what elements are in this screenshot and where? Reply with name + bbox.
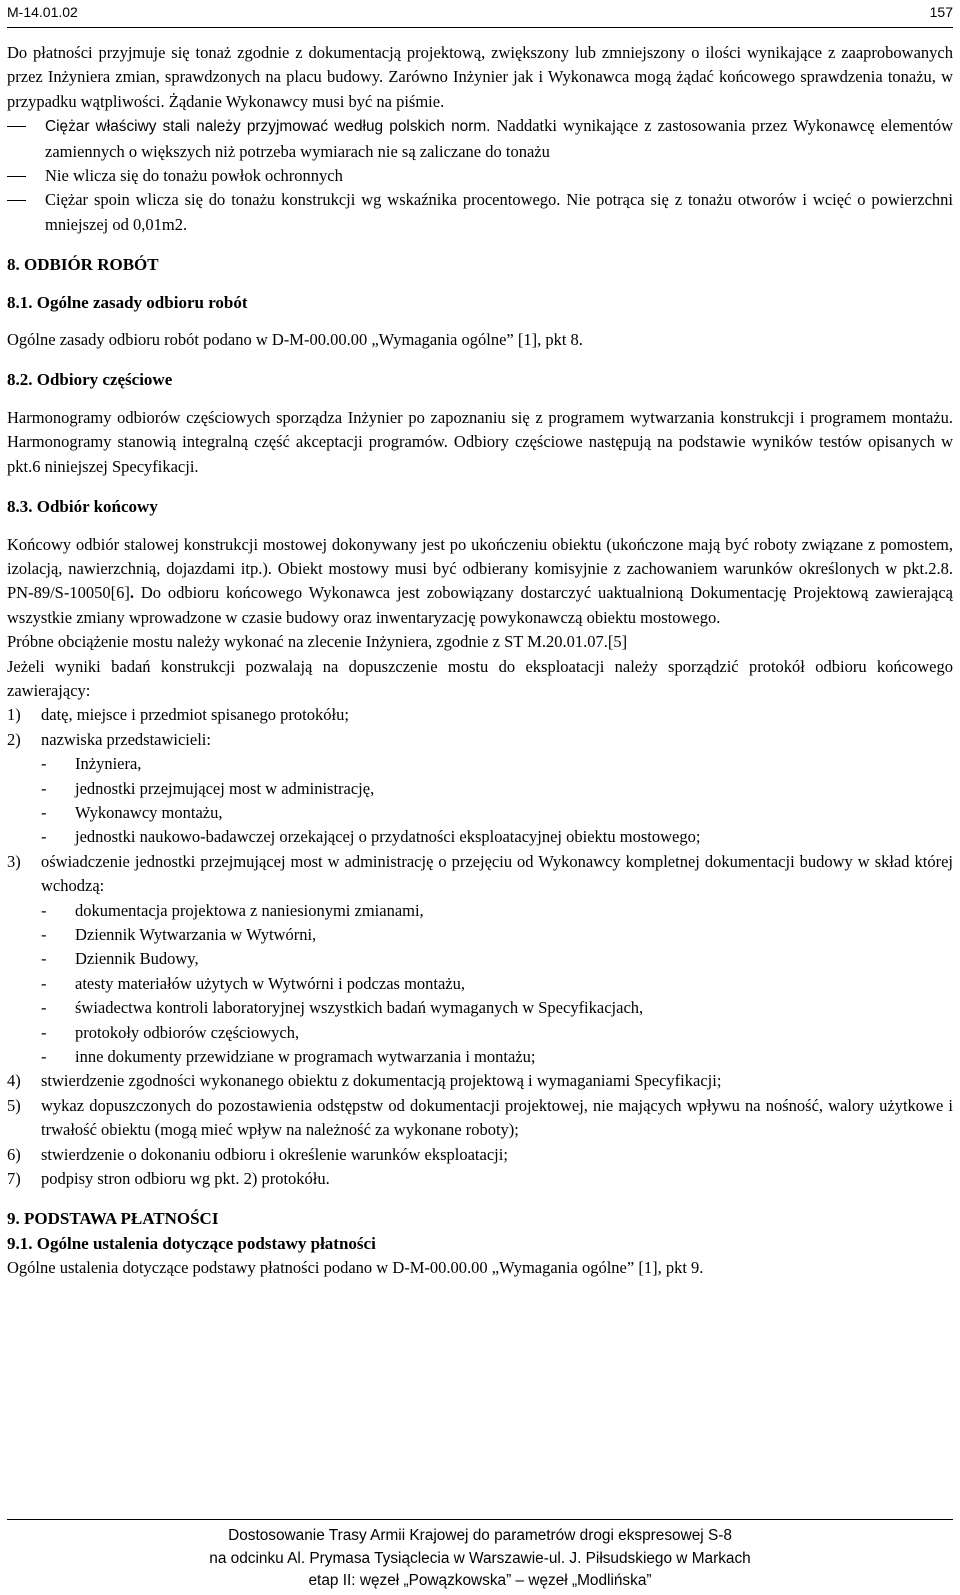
sub-list-item: - inne dokumenty przewidziane w programach wytwarzania i montażu;: [41, 1047, 536, 1067]
list-text: stwierdzenie o dokonaniu odbioru i określenie warunków eksploatacji;: [41, 1144, 508, 1164]
footer-rule: [7, 1519, 953, 1520]
footer-line-2: na odcinku Al. Prymasa Tysiąclecia w Warszawie-ul. J. Piłsudskiego w Markach: [209, 1549, 751, 1567]
list-number: 4): [7, 1071, 21, 1091]
section-8-3-text-c: Do odbioru końcowego Wykonawca jest zobowiązany dostarczyć uaktualnioną Dokumentację Projektową zawierającą wszystkie zmiany wprowadzone w czasie budowy oraz inwentaryzację powykonawczą obiektu mostowego.: [7, 583, 953, 627]
section-8-1-text: Ogólne zasady odbioru robót podano w D-M-00.00.00 „Wymagania ogólne” [1], pkt 8.: [7, 330, 583, 350]
section-9-1-title: 9.1. Ogólne ustalenia dotyczące podstawy płatności: [7, 1233, 376, 1253]
documentation-list: [41, 899, 953, 1070]
header-rule: [7, 27, 953, 28]
section-8-1-title: 8.1. Ogólne zasady odbioru robót: [7, 292, 248, 312]
page-number: 157: [929, 4, 953, 20]
sub-list-item: - świadectwa kontroli laboratoryjnej wszystkich badań wymaganych w Specyfikacjach,: [41, 998, 644, 1018]
section-8-3-text3: Jeżeli wyniki badań konstrukcji pozwalają na dopuszczenie mostu do eksploatacji należy sporządzić protokół odbioru końcowego zawierający:: [7, 656, 953, 700]
dash-text: Ciężar spoin wlicza się do tonażu konstrukcji wg wskaźnika procentowego.: [45, 190, 561, 210]
list-number: 2): [7, 729, 21, 749]
protocol-items-list: [7, 703, 953, 1191]
footer-line-3: etap II: węzeł „Powązkowska” – węzeł „Modlińska”: [308, 1572, 652, 1589]
section-9-1-text: Ogólne ustalenia dotyczące podstawy płatności podano w D-M-00.00.00 „Wymagania ogólne” [1], pkt 9.: [7, 1258, 704, 1278]
dash-marker: [7, 164, 45, 188]
list-number: 5): [7, 1095, 21, 1115]
list-item: [7, 1094, 953, 1143]
section-8-title: 8. ODBIÓR ROBÓT: [7, 255, 159, 275]
list-item: [7, 1167, 953, 1191]
section-8-3-title: 8.3. Odbiór końcowy: [7, 497, 158, 517]
list-item: [7, 1069, 953, 1093]
dash-marker: [7, 188, 45, 237]
section-9-title: 9. PODSTAWA PŁATNOŚCI: [7, 1209, 219, 1229]
sub-list-item: - Dziennik Budowy,: [41, 949, 199, 969]
list-text: podpisy stron odbioru wg pkt. 2) protokółu.: [41, 1169, 330, 1189]
list-item: [7, 850, 953, 1070]
sub-list-item: - Dziennik Wytwarzania w Wytwórni,: [41, 925, 317, 944]
page-footer: [0, 1525, 960, 1593]
list-item: [7, 728, 953, 850]
sub-list-item: - protokoły odbiorów częściowych,: [41, 1022, 300, 1042]
dash-item: [7, 188, 953, 237]
representatives-list: [41, 752, 953, 850]
footer-line-1: Dostosowanie Trasy Armii Krajowej do parametrów drogi ekspresowej S-8: [228, 1527, 732, 1544]
section-8-3-text-b: .: [129, 583, 134, 603]
document-body: [7, 41, 953, 1281]
list-number: 3): [7, 851, 21, 871]
list-number: 1): [7, 705, 21, 725]
sub-list-item: - jednostki naukowo-badawczej orzekającej o przydatności eksploatacyjnej obiektu mostowego;: [41, 827, 701, 847]
dash-item: [7, 114, 953, 164]
dash-text: Nie wlicza się do tonażu powłok ochronnych: [45, 166, 343, 186]
sub-list-item: - atesty materiałów użytych w Wytwórni i podczas montażu,: [41, 973, 466, 993]
section-8-3-text-a: Końcowy odbiór stalowej konstrukcji mostowej dokonywany jest po ukończeniu obiektu (ukończone mają być roboty związane z pomostem, izolacją, nawierzchnią, dojazdami itp.). Obiekt mostowy musi być odbierany komisyjnie z zachowaniem warunków określonych w pkt.2.8. PN-89/S-10050[6]: [7, 534, 953, 603]
sub-list-item: - jednostki przejmującej most w administrację,: [41, 778, 375, 798]
list-number: 6): [7, 1144, 21, 1164]
dash-text: Naddatki wynikające z zastosowania przez Wykonawcę elementów zamiennych o większych niż potrzeba wymiarach nie są zaliczane do tonażu: [45, 116, 953, 161]
list-item: [7, 1143, 953, 1167]
dash-text-sans: Ciężar właściwy stali należy przyjmować według polskich norm.: [45, 118, 491, 136]
list-text: oświadczenie jednostki przejmującej most w administrację o przejęciu od Wykonawcy kompletnej dokumentacji budowy w skład której wchodzą:: [41, 851, 953, 896]
sub-list-item: - Wykonawcy montażu,: [41, 802, 223, 822]
dash-item: [7, 164, 953, 188]
list-text: nazwiska przedstawicieli:: [41, 729, 211, 749]
section-8-3-text: [7, 533, 953, 631]
sub-list-item: - Inżyniera,: [41, 754, 142, 774]
intro-paragraph: Do płatności przyjmuje się tonaż zgodnie z dokumentacją projektową, zwiększony lub zmniejszony o ilości wynikające z zaaprobowanych przez Inżyniera zmian, sprawdzonych na placu budowy. Zarówno Inżynier jak i Wykonawca mogą żądać końcowego sprawdzenia tonażu, w przypadku wątpliwości. Żądanie Wykonawcy musi być na piśmie.: [7, 43, 953, 111]
list-item: [7, 703, 953, 727]
list-text: stwierdzenie zgodności wykonanego obiektu z dokumentacją projektową i wymaganiami Specyfikacji;: [41, 1071, 722, 1091]
list-number: 7): [7, 1169, 21, 1189]
section-8-2-title: 8.2. Odbiory częściowe: [7, 370, 173, 390]
dash-marker: [7, 114, 45, 164]
list-text: wykaz dopuszczonych do pozostawienia odstępstw od dokumentacji projektowej, nie mających wpływu na nośność, walory użytkowe i trwałość obiektu (mogą mieć wpływ na należność za wykonane roboty);: [41, 1095, 953, 1140]
doc-code: M-14.01.02: [7, 4, 78, 20]
sub-list-item: - dokumentacja projektowa z naniesionymi zmianami,: [41, 900, 424, 920]
dash-text: Nie potrąca się z tonażu otworów i wcięć o powierzchni mniejszej od 0,01m2.: [45, 190, 953, 234]
section-8-2-text: Harmonogramy odbiorów częściowych sporządza Inżynier po zapoznaniu się z programem wytwarzania konstrukcji i programem montażu. Harmonogramy stanowią integralną część akceptacji programów. Odbiory częściowe następują na podstawie wyników testów opisanych w pkt.6 niniejszej Specyfikacji.: [7, 407, 953, 476]
list-text: datę, miejsce i przedmiot spisanego protokółu;: [41, 705, 349, 725]
section-8-3-text2: Próbne obciążenie mostu należy wykonać na zlecenie Inżyniera, zgodnie z ST M.20.01.07.[5]: [7, 632, 628, 652]
